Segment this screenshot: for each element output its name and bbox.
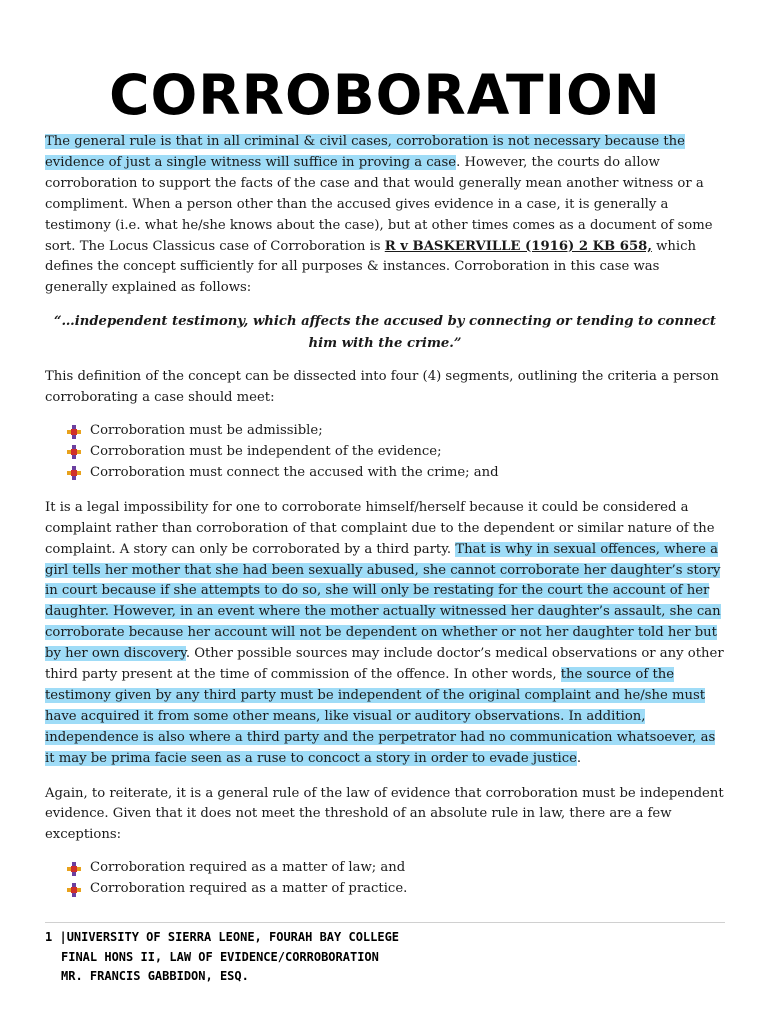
list-item — [67, 463, 725, 484]
document-page — [45, 0, 725, 900]
list-item-text: Corroboration required as a matter of law; and — [90, 860, 406, 876]
list-item — [67, 879, 725, 900]
case-citation: R v BASKERVILLE (1916) 2 KB 658, — [384, 238, 652, 254]
paragraph-text: . However, the courts do allow corroboration to support the facts of the case and that would generally mean another witness or a compliment. When a person other than the accused gives evidence in a case, it is generally a testimony (i.e. what he/she knows about the case), but at other times comes as a document of some sort. The Locus Classicus case of Corroboration is — [45, 154, 713, 254]
page-footer — [45, 922, 725, 987]
intro-paragraph — [45, 132, 725, 299]
list-item-text: Corroboration must be independent of the evidence; — [90, 443, 442, 459]
footer-institution: UNIVERSITY OF SIERRA LEONE, FOURAH BAY COLLEGE — [66, 930, 400, 944]
footer-line-1 — [45, 928, 725, 948]
list-item-text: Corroboration required as a matter of practice. — [90, 881, 408, 897]
highlighted-text: the source of the testimony given by any third party must be independent of the original complaint and he/she must have acquired it from some other means, like visual or auditory observations. In addition, independence is also where a third party and the perpetrator had no communication whatsoever, as it may be prima facie seen as a ruse to concoct a story in order to evade justice — [45, 667, 716, 766]
list-item-text: Corroboration must be admissible; — [90, 423, 323, 439]
paragraph-text: . Other possible sources may include doctor’s medical observations or any other third party present at the time of commission of the offence. In other words, — [45, 646, 724, 683]
paragraph-text: It is a legal impossibility for one to corroborate himself/herself because it could be considered a complaint rather than corroboration of that complaint due to the dependent or similar nature of the complaint. A story can only be corroborated by a third party. — [45, 499, 715, 557]
list-item — [67, 858, 725, 879]
exceptions-paragraph: Again, to reiterate, it is a general rule of the law of evidence that corroboration must be independent evidence. Given that it does not meet the threshold of an absolute rule in law, there are a few exceptions: — [45, 785, 724, 843]
pin-bullet-icon — [67, 862, 81, 876]
pin-bullet-icon — [67, 445, 81, 459]
paragraph-text: . — [576, 750, 582, 766]
highlighted-text: That is why in sexual offences, where a girl tells her mother that she had been sexually abused, she cannot corroborate her daughter’s story in court because if she attempts to do so, she will only be restating for the court the account of her daughter. However, in an event where the mother actually witnessed her daughter’s assault, she can corroborate because her account will not be dependent on whether or not her daughter told her but by her own discovery — [45, 541, 721, 662]
page-number: 1 — [45, 930, 53, 944]
footer-separator: | — [59, 930, 67, 944]
definition-quote: “…independent testimony, which affects the accused by connecting or tending to connect him with the crime.” — [53, 314, 717, 352]
independence-paragraph — [45, 498, 725, 770]
list-item-text: Corroboration must connect the accused with the crime; and — [90, 464, 499, 480]
page-title: CORROBORATION — [109, 63, 661, 127]
paragraph-text: which defines the concept sufficiently for all purposes & instances. Corroboration in this case was generally explained as follows: — [45, 238, 696, 296]
footer-course: FINAL HONS II, LAW OF EVIDENCE/CORROBORATION — [61, 949, 379, 964]
exceptions-list — [45, 858, 725, 900]
highlighted-text: The general rule is that in all criminal & civil cases, corroboration is not necessary because the evidence of just a single witness will suffice in proving a case — [45, 134, 685, 170]
pin-bullet-icon — [67, 425, 81, 439]
list-item — [67, 442, 725, 463]
list-item — [67, 421, 725, 442]
pin-bullet-icon — [67, 466, 81, 480]
pin-bullet-icon — [67, 883, 81, 897]
segments-paragraph: This definition of the concept can be dissected into four (4) segments, outlining the criteria a person corroborating a case should meet: — [45, 369, 719, 406]
criteria-list — [45, 421, 725, 484]
footer-lecturer: MR. FRANCIS GABBIDON, ESQ. — [61, 969, 249, 983]
